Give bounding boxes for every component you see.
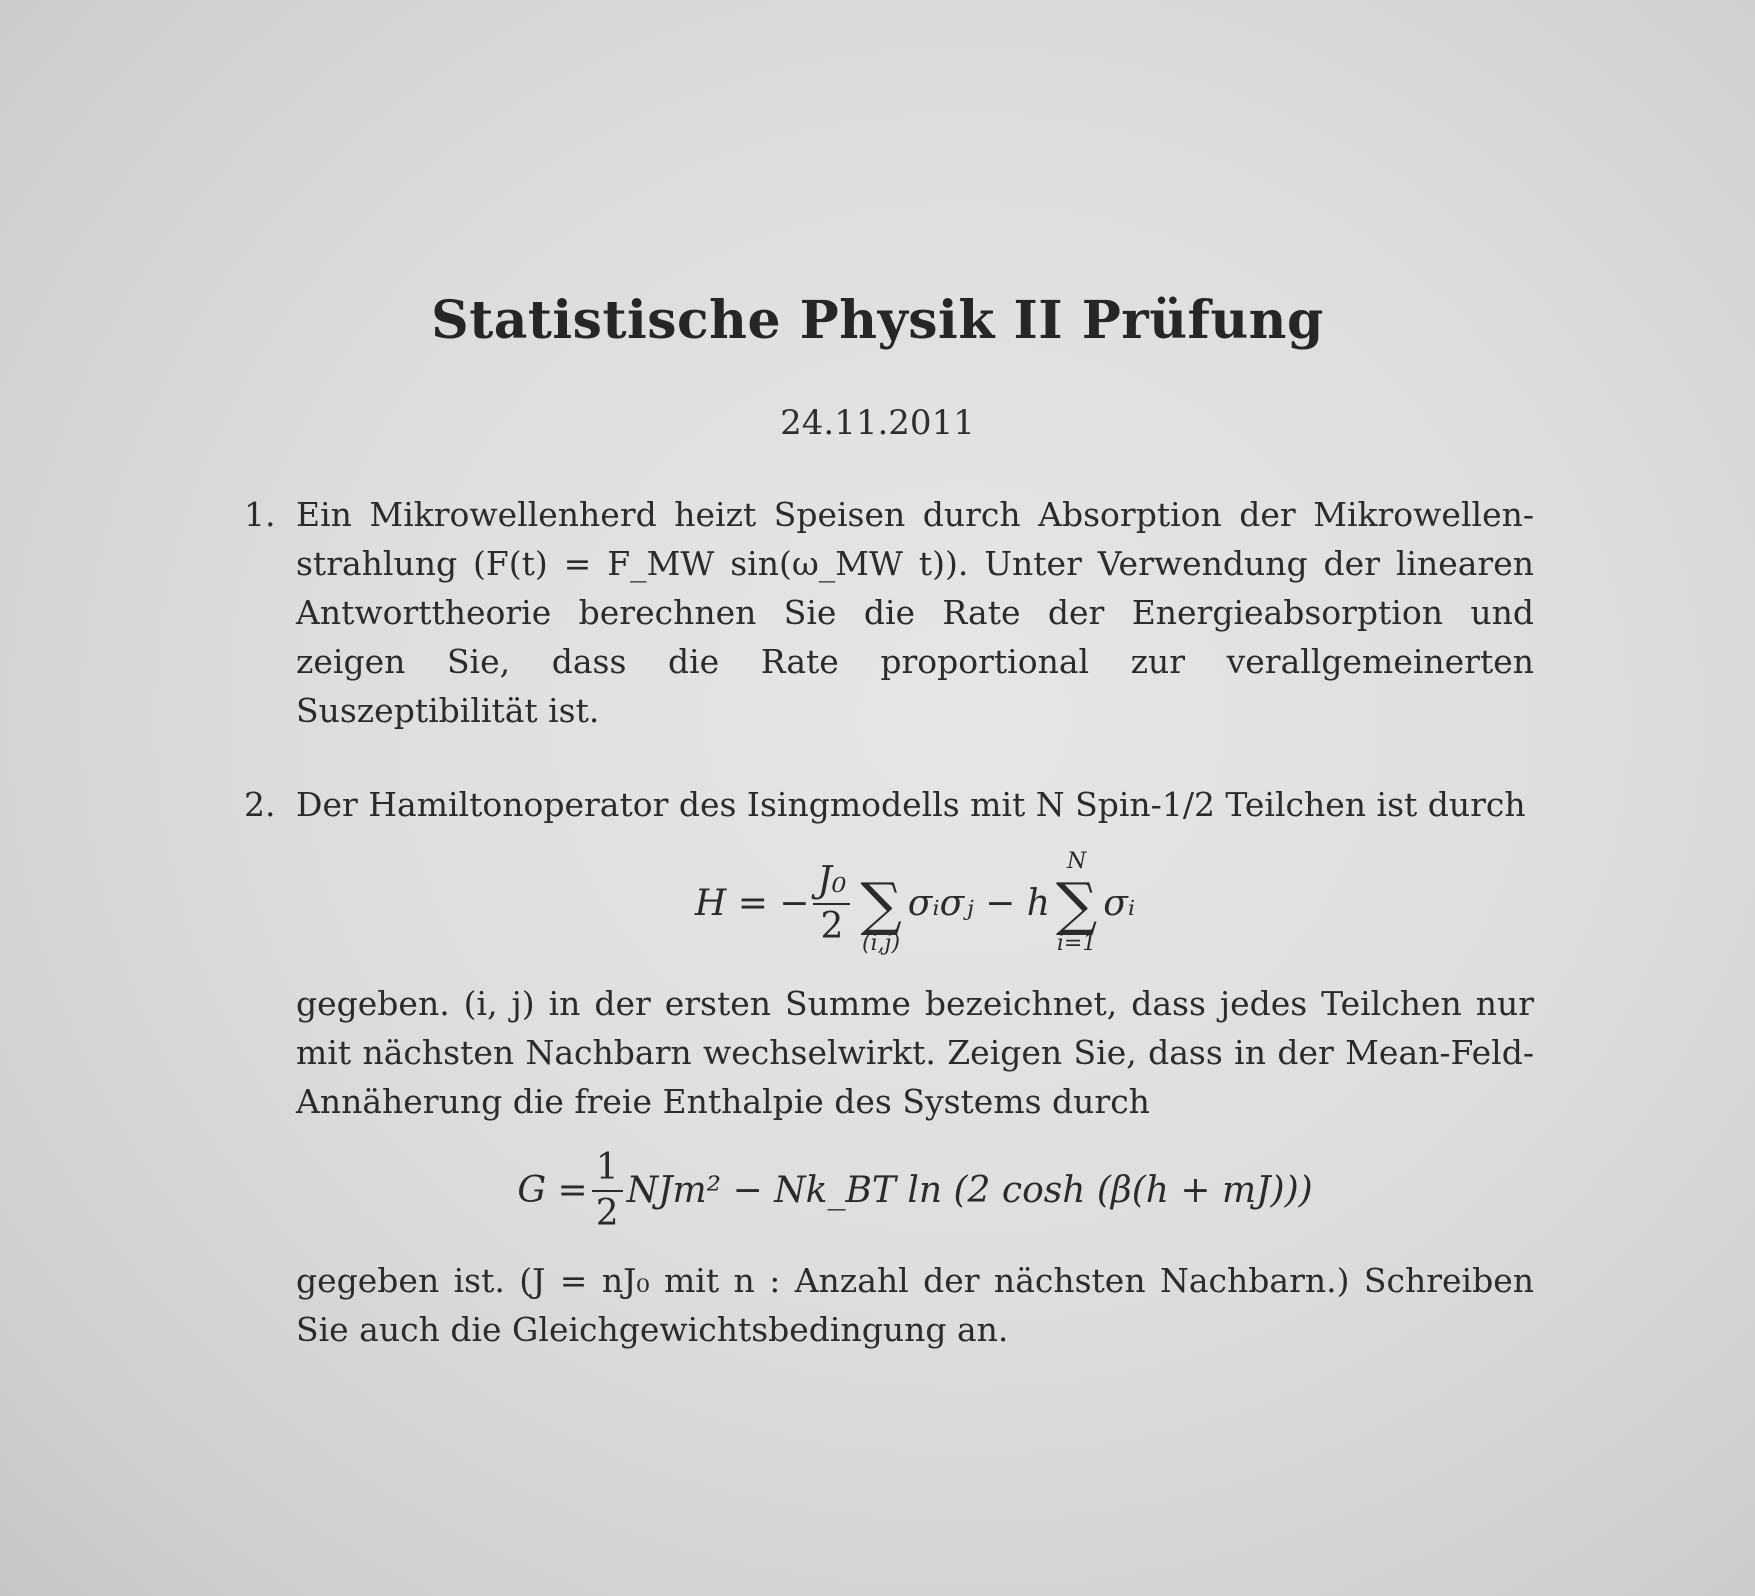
problem-1 xyxy=(244,490,1534,735)
sum-upper-limit: N xyxy=(1066,849,1087,874)
problem-text: Ein Mikrowellenherd heizt Speisen durch Absorption der Mikrowellen-strahlung (F(t) = F_MW sin(ω_MW t)). Unter Verwendung der linearen Antworttheorie berechnen Sie die Rate der Energieabsorption und zeigen Sie, dass die Rate proportional zur verallgemeinerten Suszeptibilität ist. xyxy=(296,495,1534,730)
problem-2 xyxy=(244,780,1534,1354)
enthalpy-formula xyxy=(296,1136,1534,1246)
problem-number: 1. xyxy=(244,495,276,534)
exam-date: 24.11.2011 xyxy=(780,403,975,443)
formula-term: σᵢ xyxy=(1103,883,1136,925)
problem-number: 2. xyxy=(244,785,276,824)
sigma-icon: ∑ xyxy=(860,870,902,938)
formula-lhs: G = xyxy=(517,1170,588,1212)
sum-lower-limit: (i,j) xyxy=(862,931,901,956)
page-title: Statistische Physik II Prüfung xyxy=(431,290,1324,351)
sum-lower-limit: i=1 xyxy=(1056,931,1097,956)
fraction-numerator: 1 xyxy=(592,1148,623,1192)
sigma-icon: ∑ xyxy=(1055,870,1098,938)
fraction xyxy=(813,861,850,946)
formula-term: σᵢσⱼ − h xyxy=(907,883,1050,925)
formula-rhs: NJm² − Nk_BT ln (2 cosh (β(h + mJ))) xyxy=(626,1170,1313,1212)
fraction-denominator: 2 xyxy=(595,1193,619,1234)
fraction xyxy=(592,1148,623,1233)
fraction-numerator: J₀ xyxy=(813,861,850,905)
sum-symbol-2 xyxy=(1056,851,1097,957)
fraction-denominator: 2 xyxy=(820,906,844,947)
sum-symbol-1 xyxy=(860,851,901,957)
problem-middle: gegeben. (i, j) in der ersten Summe bezeichnet, dass jedes Teilchen nur mit nächsten Nachbarn wechselwirkt. Zeigen Sie, dass in der Mean-Feld-Annäherung die freie Enthalpie des Systems durch xyxy=(296,984,1534,1121)
problem-intro: Der Hamiltonoperator des Isingmodells mit N Spin-1/2 Teilchen ist durch xyxy=(296,785,1526,824)
problem-outro: gegeben ist. (J = nJ₀ mit n : Anzahl der nächsten Nachbarn.) Schreiben Sie auch die Gleichgewichtsbedingung an. xyxy=(296,1261,1534,1349)
hamiltonian-formula xyxy=(296,839,1534,969)
formula-lhs: H = − xyxy=(694,883,810,925)
